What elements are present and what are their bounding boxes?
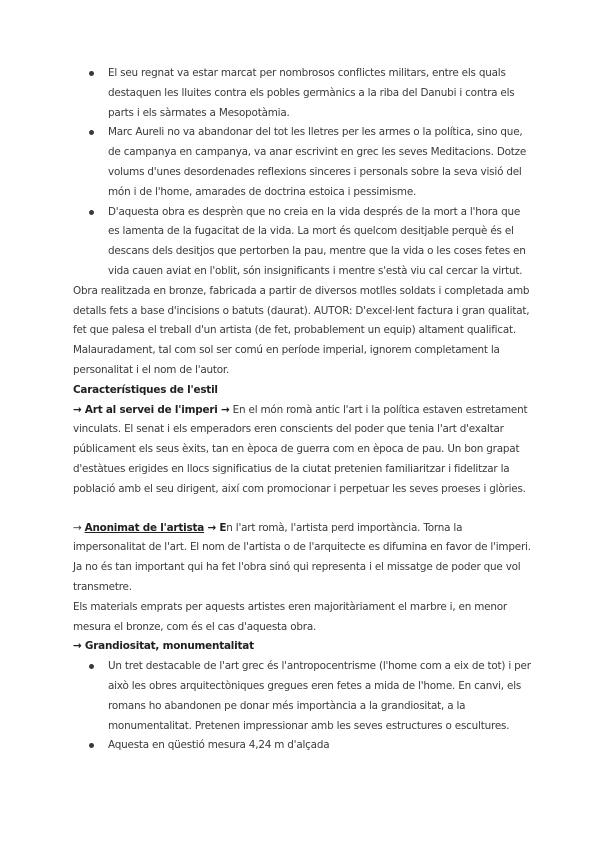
art-servei-title: → Art al servei de l'imperi → <box>73 403 230 416</box>
estil-heading: Característiques de l'estil <box>73 383 218 396</box>
art-servei-paragraph <box>73 401 533 500</box>
list-item-text: D'aquesta obra es desprèn que no creia en la vida després de la mort a l'hora que es lamenta de la fugacitat de la vida. La mort és quelcom desitjable perquè és el descans dels desitjos que pertorben la pau, mentre que la vida o les coses fetes en vida cauen aviat en l'oblit, són insignificants i mentre s'està viu cal cercar la virtut. <box>108 205 526 277</box>
obra-paragraph: Obra realitzada en bronze, fabricada a partir de diversos motlles soldats i completada amb detalls fets a base d'incisions o batuts (daurat). AUTOR: D'excel·lent factura i gran qualitat, fet que palesa el treball d'un artista (de fet, probablement un equip) altament qualificat. Malauradament, tal com sol ser comú en període imperial, ignorem completament la personalitat i el nom de l'autor. <box>73 284 530 376</box>
grandiositat-heading: → Grandiositat, monumentalitat <box>73 640 254 653</box>
bullet-icon <box>89 210 94 215</box>
list-item-text: Un tret destacable de l'art grec és l'antropocentrisme (l'home com a eix de tot) i per això les obres arquitectòniques gregues eren fetes a mida de l'home. En canvi, els romans ho abandonen pe donar més importància a la grandiositat, a la monumentalitat. Pretenen impressionar amb les seves estructures o escultures. <box>108 660 531 732</box>
anonimat-arrow: → <box>73 521 85 534</box>
list-item <box>73 203 533 282</box>
list-item <box>73 123 533 202</box>
list-item-text: El seu regnat va estar marcat per nombrosos conflictes militars, entre els quals destaquen les lluites contra els pobles germànics a la riba del Danubi i contra els parts i els sàrmates a Mesopotàmia. <box>108 67 515 119</box>
list-item <box>73 657 533 736</box>
materials-paragraph: Els materials emprats per aquests artistes eren majoritàriament el marbre i, en menor mesura el bronze, com és el cas d'aquesta obra. <box>73 600 507 633</box>
bullet-icon <box>89 664 94 669</box>
reign-bullet-list <box>73 64 533 282</box>
list-item <box>73 64 533 123</box>
anonimat-text: n l'art romà, l'artista perd importància. Torna la impersonalitat de l'art. El nom de l'artista o de l'arquitecte es difumina en favor de l'imperi. Ja no és tan important qui ha fet l'obra sinó qui representa i el missatge de poder que vol transmetre. <box>73 521 531 593</box>
bullet-icon <box>89 743 94 748</box>
bullet-icon <box>89 71 94 76</box>
list-item <box>73 736 533 756</box>
list-item-text: Marc Aureli no va abandonar del tot les lletres per les armes o la política, sino que, de campanya en campanya, va anar escrivint en grec les seves Meditacions. Dotze volums d'unes desordenades reflexions sinceres i personals sobre la seva visió del món i de l'home, amarades de doctrina estoica i pessimisme. <box>108 126 527 198</box>
anonimat-paragraph <box>73 519 533 598</box>
anonimat-title: Anonimat de l'artista <box>84 521 205 534</box>
document-body <box>73 64 533 756</box>
art-servei-text: En el món romà antic l'art i la política estaven estretament vinculats. El senat i els emperadors eren conscients del poder que tenia l'art d'exaltar públicament els seus èxits, tan en època de guerra com en època de pau. Un bon grapat d'estàtues erigides en llocs significatius de la ciutat pretenien familiaritzar i fidelitzar la població amb el seu dirigent, així com promocionar i perpetuar les seves proeses i glòries. <box>73 403 528 495</box>
bullet-icon <box>89 130 94 135</box>
anonimat-arrow-e: → E <box>204 521 227 534</box>
grandiositat-bullet-list <box>73 657 533 756</box>
spacer <box>73 500 533 519</box>
list-item-text: Aquesta en qüestió mesura 4,24 m d'alçada <box>108 739 330 752</box>
